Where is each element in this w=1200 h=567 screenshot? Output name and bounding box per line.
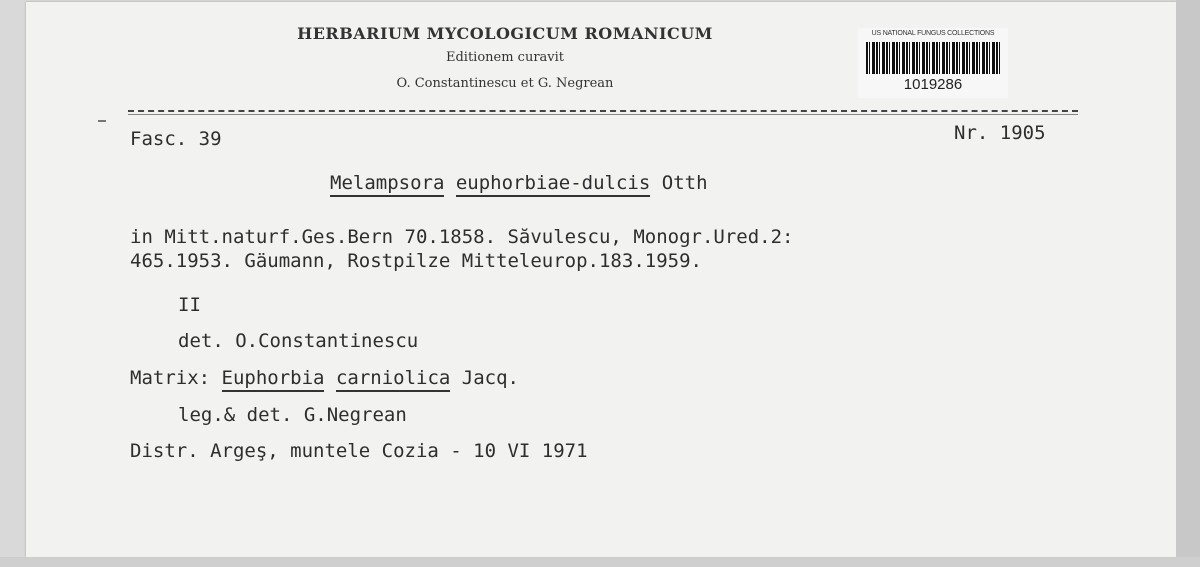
header-divider-thin [128, 114, 1078, 115]
matrix-genus: Euphorbia [222, 367, 325, 392]
species-name [330, 172, 708, 194]
editors-line: O. Constantinescu et G. Negrean [396, 76, 614, 91]
header-divider [128, 110, 1078, 112]
sheet-edge-right [1176, 0, 1200, 567]
margin-tick [98, 120, 106, 122]
spore-stage: II [178, 294, 201, 316]
edition-line: Editionem curavit [445, 50, 565, 65]
matrix-line [130, 367, 519, 389]
fascicle-number: Fasc. 39 [130, 128, 222, 150]
specimen-number: Nr. 1905 [954, 122, 1046, 144]
citation-line-1: in Mitt.naturf.Ges.Bern 70.1858. Săvulescu, Monogr.Ured.2: [130, 226, 794, 248]
determiner: det. O.Constantinescu [178, 330, 419, 352]
institution-title: HERBARIUM MYCOLOGICUM ROMANICUM [297, 24, 713, 43]
collector: leg.& det. G.Negrean [178, 404, 407, 426]
species-epithet: euphorbiae-dulcis [456, 172, 650, 197]
locality: Distr. Argeş, muntele Cozia - 10 VI 1971 [130, 440, 588, 462]
barcode-sticker [858, 28, 1008, 98]
species-author: Otth [661, 172, 708, 194]
matrix-epithet: carniolica [336, 367, 450, 392]
barcode-label: US NATIONAL FUNGUS COLLECTIONS [871, 30, 995, 37]
barcode-number: 1019286 [903, 76, 963, 93]
sheet-edge-bottom [0, 557, 1200, 567]
matrix-label: Matrix: [130, 367, 211, 389]
species-genus: Melampsora [330, 172, 444, 197]
barcode-icon [866, 42, 1000, 74]
citation-line-2: 465.1953. Gäumann, Rostpilze Mitteleurop.183.1959. [130, 250, 702, 272]
matrix-author: Jacq. [461, 367, 519, 389]
